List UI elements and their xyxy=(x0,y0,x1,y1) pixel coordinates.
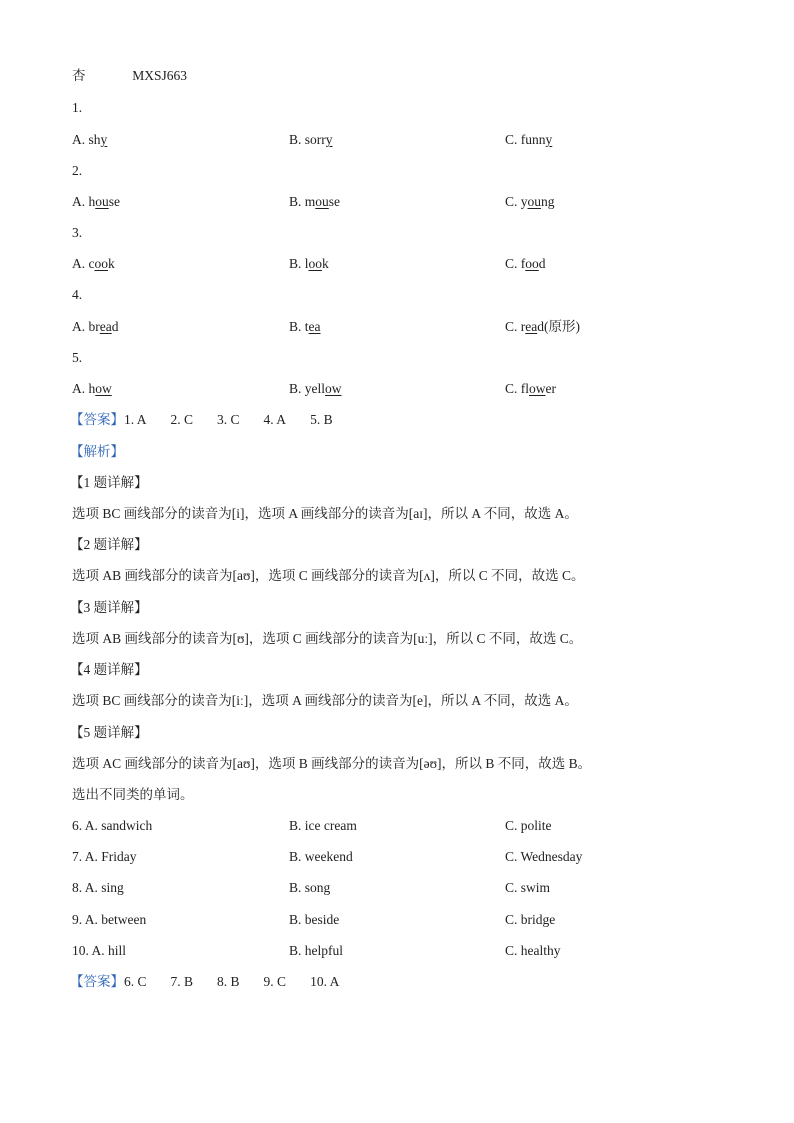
answer-item: 8. B xyxy=(217,974,240,989)
detail-title: 【3 题详解】 xyxy=(70,600,148,615)
detail-text: 选项 BC 画线部分的读音为[i]，选项 A 画线部分的读音为[aɪ]，所以 A 不同，故选 A。 xyxy=(72,506,578,521)
option-c: C. food xyxy=(505,256,546,271)
question-number: 3. xyxy=(72,225,83,240)
answer-item: 1. A xyxy=(124,412,147,427)
option-a: 9. A. between xyxy=(72,912,147,927)
option-b: B. yellow xyxy=(289,381,342,396)
answer-label: 【答案】 xyxy=(70,974,124,989)
section-instruction: 选出不同类的单词。 xyxy=(72,787,194,802)
option-c: C. young xyxy=(505,194,555,209)
option-a: A. cook xyxy=(72,256,115,271)
option-b: B. look xyxy=(289,256,329,271)
option-b: B. tea xyxy=(289,319,321,334)
option-a: A. house xyxy=(72,194,120,209)
option-b: B. weekend xyxy=(289,849,353,864)
answer-label: 【答案】 xyxy=(70,412,124,427)
answer-item: 9. C xyxy=(263,974,287,989)
option-b: B. mouse xyxy=(289,194,341,209)
option-c: C. flower xyxy=(505,381,557,396)
option-a: A. shy xyxy=(72,132,108,147)
option-c: C. funny xyxy=(505,132,553,147)
option-a: 10. A. hill xyxy=(72,943,127,958)
option-c: C. healthy xyxy=(505,943,561,958)
answer-item: 3. C xyxy=(217,412,240,427)
option-a: 6. A. sandwich xyxy=(72,818,153,833)
answer-line xyxy=(70,411,357,429)
detail-text: 选项 BC 画线部分的读音为[iː]，选项 A 画线部分的读音为[e]，所以 A 不同，故选 A。 xyxy=(72,693,578,708)
option-c: C. Wednesday xyxy=(505,849,583,864)
detail-title: 【1 题详解】 xyxy=(70,475,148,490)
option-c: C. bridge xyxy=(505,912,556,927)
answer-item: 4. A xyxy=(263,412,287,427)
option-b: B. sorry xyxy=(289,132,333,147)
option-b: B. beside xyxy=(289,912,340,927)
answer-item: 2. C xyxy=(170,412,194,427)
detail-title: 【2 题详解】 xyxy=(70,537,148,552)
option-a: A. bread xyxy=(72,319,119,334)
option-b: B. ice cream xyxy=(289,818,357,833)
option-c: C. polite xyxy=(505,818,552,833)
option-a: 7. A. Friday xyxy=(72,849,137,864)
option-b: B. helpful xyxy=(289,943,343,958)
header-mark: 杏 xyxy=(72,68,86,83)
answer-item: 10. A xyxy=(310,974,340,989)
option-c: C. swim xyxy=(505,880,551,895)
answer-item: 7. B xyxy=(170,974,194,989)
option-a: A. how xyxy=(72,381,112,396)
detail-title: 【5 题详解】 xyxy=(70,725,148,740)
header-code: MXSJ663 xyxy=(132,68,188,83)
option-b: B. song xyxy=(289,880,331,895)
detail-text: 选项 AB 画线部分的读音为[ʊ]，选项 C 画线部分的读音为[uː]，所以 C 不同，故选 C。 xyxy=(72,631,583,646)
answer-item: 5. B xyxy=(310,412,333,427)
answer-item: 6. C xyxy=(124,974,147,989)
analysis-label: 【解析】 xyxy=(70,444,124,459)
question-number: 2. xyxy=(72,163,83,178)
answer-line xyxy=(70,973,363,991)
detail-text: 选项 AB 画线部分的读音为[aʊ]，选项 C 画线部分的读音为[ʌ]，所以 C 不同，故选 C。 xyxy=(72,568,585,583)
page-header xyxy=(72,67,187,85)
question-number: 1. xyxy=(72,100,83,115)
detail-title: 【4 题详解】 xyxy=(70,662,148,677)
question-number: 5. xyxy=(72,350,83,365)
detail-text: 选项 AC 画线部分的读音为[aʊ]，选项 B 画线部分的读音为[əʊ]，所以 B 不同，故选 B。 xyxy=(72,756,592,771)
question-number: 4. xyxy=(72,287,83,302)
option-c: C. read(原形) xyxy=(505,319,580,334)
option-a: 8. A. sing xyxy=(72,880,124,895)
